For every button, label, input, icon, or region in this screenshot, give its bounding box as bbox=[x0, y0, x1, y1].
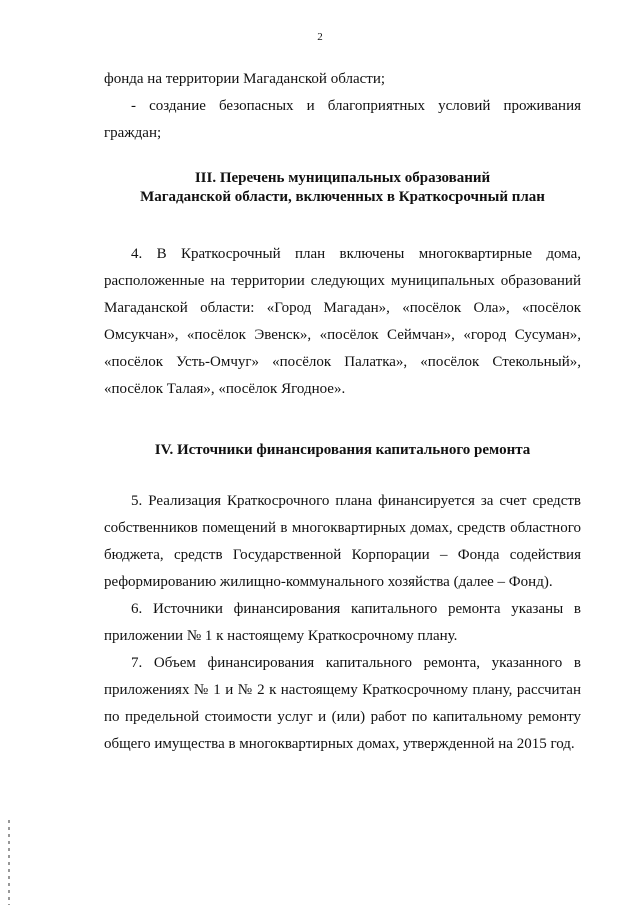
paragraph-6: 6. Источники финансирования капитального ремонта указаны в приложении № 1 к настоящему Краткосрочному плану. bbox=[104, 601, 581, 644]
section-4-heading: IV. Источники финансирования капитального ремонта bbox=[154, 442, 531, 458]
section-3-heading-line-1: III. Перечень муниципальных образований bbox=[194, 170, 491, 186]
paragraph-7: 7. Объем финансирования капитального ремонта, указанного в приложениях № 1 и № 2 к настоящему Краткосрочному плану, рассчитан по предельной стоимости услуг и (или) работ по капитальному ремонту общего имущества в многоквартирных домах, утвержденной на 2015 год. bbox=[104, 655, 581, 752]
spacer bbox=[104, 147, 581, 169]
section-3-heading-line-2: Магаданской области, включенных в Краткосрочный план bbox=[140, 189, 545, 205]
paragraph-fund-territory: фонда на территории Магаданской области; bbox=[104, 71, 386, 87]
paragraph-5: 5. Реализация Краткосрочного плана финансируется за счет средств собственников помещений в многоквартирных домах, средств областного бюджета, средств Государственной Корпорации – Фонда содействия реформированию жилищно-коммунального хозяйства (далее – Фонд). bbox=[104, 493, 581, 590]
paragraph-safe-conditions: - создание безопасных и благоприятных условий проживания граждан; bbox=[104, 98, 581, 141]
paragraph-4: 4. В Краткосрочный план включены многоквартирные дома, расположенные на территории следующих муниципальных образований Магаданской области: «Город Магадан», «посёлок Ола», «посёлок Омсукчан», «посёлок Эвенск», «посёлок Сеймчан», «город Сусуман», «посёлок Усть-Омчуг» «посёлок Палатка», «посёлок Стекольный», «посёлок Талая», «посёлок Ягодное». bbox=[104, 246, 581, 397]
page-number: 2 bbox=[317, 31, 323, 43]
scan-edge-artifact bbox=[8, 820, 10, 905]
spacer bbox=[104, 403, 581, 441]
spacer bbox=[104, 207, 581, 241]
spacer bbox=[104, 460, 581, 488]
document-body bbox=[104, 66, 581, 758]
